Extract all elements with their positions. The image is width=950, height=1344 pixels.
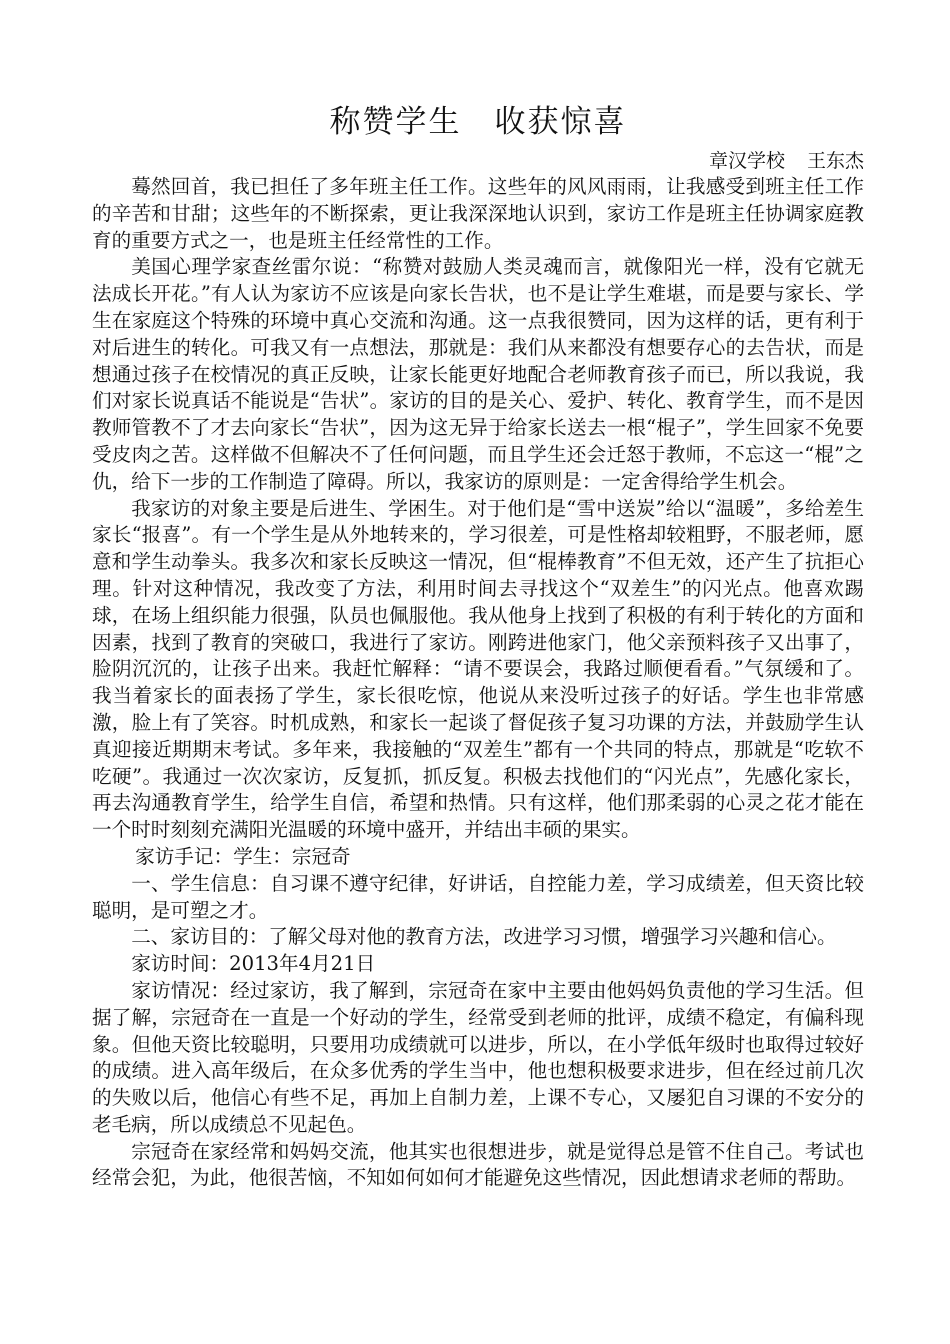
paragraph-visit-notes-heading: 家访手记：学生：宗冠奇 — [135, 844, 351, 868]
paragraph-student-info: 一、学生信息：自习课不遵守纪律，好讲话，自控能力差，学习成绩差，但天资比较聪明，是可塑之才。 — [92, 871, 864, 922]
paragraph-visit-date: 家访时间：2013年4月21日 — [131, 952, 376, 976]
paragraph-praise-quote: 美国心理学家查丝雷尔说：“称赞对鼓励人类灵魂而言，就像阳光一样，没有它就无法成长开花。”有人认为家访不应该是向家长告状，也不是让学生难堪，而是要与家长、学生在家庭这个特殊的环境中真心交流和沟通。这一点我很赞同，因为这样的话，更有利于对后进生的转化。可我又有一点想法，那就是：我们从来都没有想要存心的去告状，而是想通过孩子在校情况的真正反映，让家长能更好地配合老师教育孩子而已，所以我说，我们对家长说真话不能说是“告状”。家访的目的是关心、爱护、转化、教育学生，而不是因教师管教不了才去向家长“告状”，因为这无异于给家长送去一根“棍子”，学生回家不免要受皮肉之苦。这样做不但解决不了任何问题，而且学生还会迁怒于教师，不忘这一“棍”之仇，给下一步的工作制造了障碍。所以，我家访的原则是：一定舍得给学生机会。 — [92, 255, 864, 493]
document-page — [92, 100, 864, 1192]
paragraph-visit-purpose: 二、家访目的：了解父母对他的教育方法，改进学习习惯，增强学习兴趣和信心。 — [131, 925, 837, 949]
paragraph-intro: 蓦然回首，我已担任了多年班主任工作。这些年的风风雨雨，让我感受到班主任工作的辛苦和甘甜；这些年的不断探索，更让我深深地认识到，家访工作是班主任协调家庭教育的重要方式之一，也是班主任经常性的工作。 — [92, 175, 864, 252]
paragraph-student-feelings: 宗冠奇在家经常和妈妈交流，他其实也很想进步，就是觉得总是管不住自己。考试也经常会犯，为此，他很苦恼，不知如何如何才能避免这些情况，因此想请求老师的帮助。 — [92, 1139, 864, 1190]
paragraph-visit-targets: 我家访的对象主要是后进生、学困生。对于他们是“雪中送炭”给以“温暖”，多给差生家长“报喜”。有一个学生是从外地转来的，学习很差，可是性格却较粗野，不服老师，愿意和学生动拳头。我多次和家长反映这一情况，但“棍棒教育”不但无效，还产生了抗拒心理。针对这种情况，我改变了方法，利用时间去寻找这个“双差生”的闪光点。他喜欢踢球，在场上组织能力很强，队员也佩服他。我从他身上找到了积极的有利于转化的方面和因素，找到了教育的突破口，我进行了家访。刚跨进他家门，他父亲预料孩子又出事了，脸阴沉沉的，让孩子出来。我赶忙解释：“请不要误会，我路过顺便看看。”气氛缓和了。我当着家长的面表扬了学生，家长很吃惊，他说从来没听过孩子的好话。学生也非常感激，脸上有了笑容。时机成熟，和家长一起谈了督促孩子复习功课的方法，并鼓励学生认真迎接近期期末考试。多年来，我接触的“双差生”都有一个共同的特点，那就是“吃软不吃硬”。我通过一次次家访，反复抓，抓反复。积极去找他们的“闪光点”，先感化家长，再去沟通教育学生，给学生自信，希望和热情。只有这样，他们那柔弱的心灵之花才能在一个时时刻刻充满阳光温暖的环境中盛开，并结出丰硕的果实。 — [92, 496, 864, 842]
school-name: 章汉学校 — [708, 150, 785, 172]
byline — [92, 148, 864, 174]
author-name: 王东杰 — [806, 150, 864, 172]
document-title: 称赞学生 收获惊喜 — [329, 104, 627, 140]
paragraph-visit-situation: 家访情况：经过家访，我了解到，宗冠奇在家中主要由他妈妈负责他的学习生活。但据了解，宗冠奇在一直是一个好动的学生，经常受到老师的批评，成绩不稳定，有偏科现象。但他天资比较聪明，只要用功成绩就可以进步，所以，在小学低年级时也取得过较好的成绩。进入高年级后，在众多优秀的学生当中，他也想积极要求进步，但在经过前几次的失败以后，他信心有些不足，再加上自制力差，上课不专心，又屡犯自习课的不安分的老毛病，所以成绩总不见起色。 — [92, 978, 864, 1136]
